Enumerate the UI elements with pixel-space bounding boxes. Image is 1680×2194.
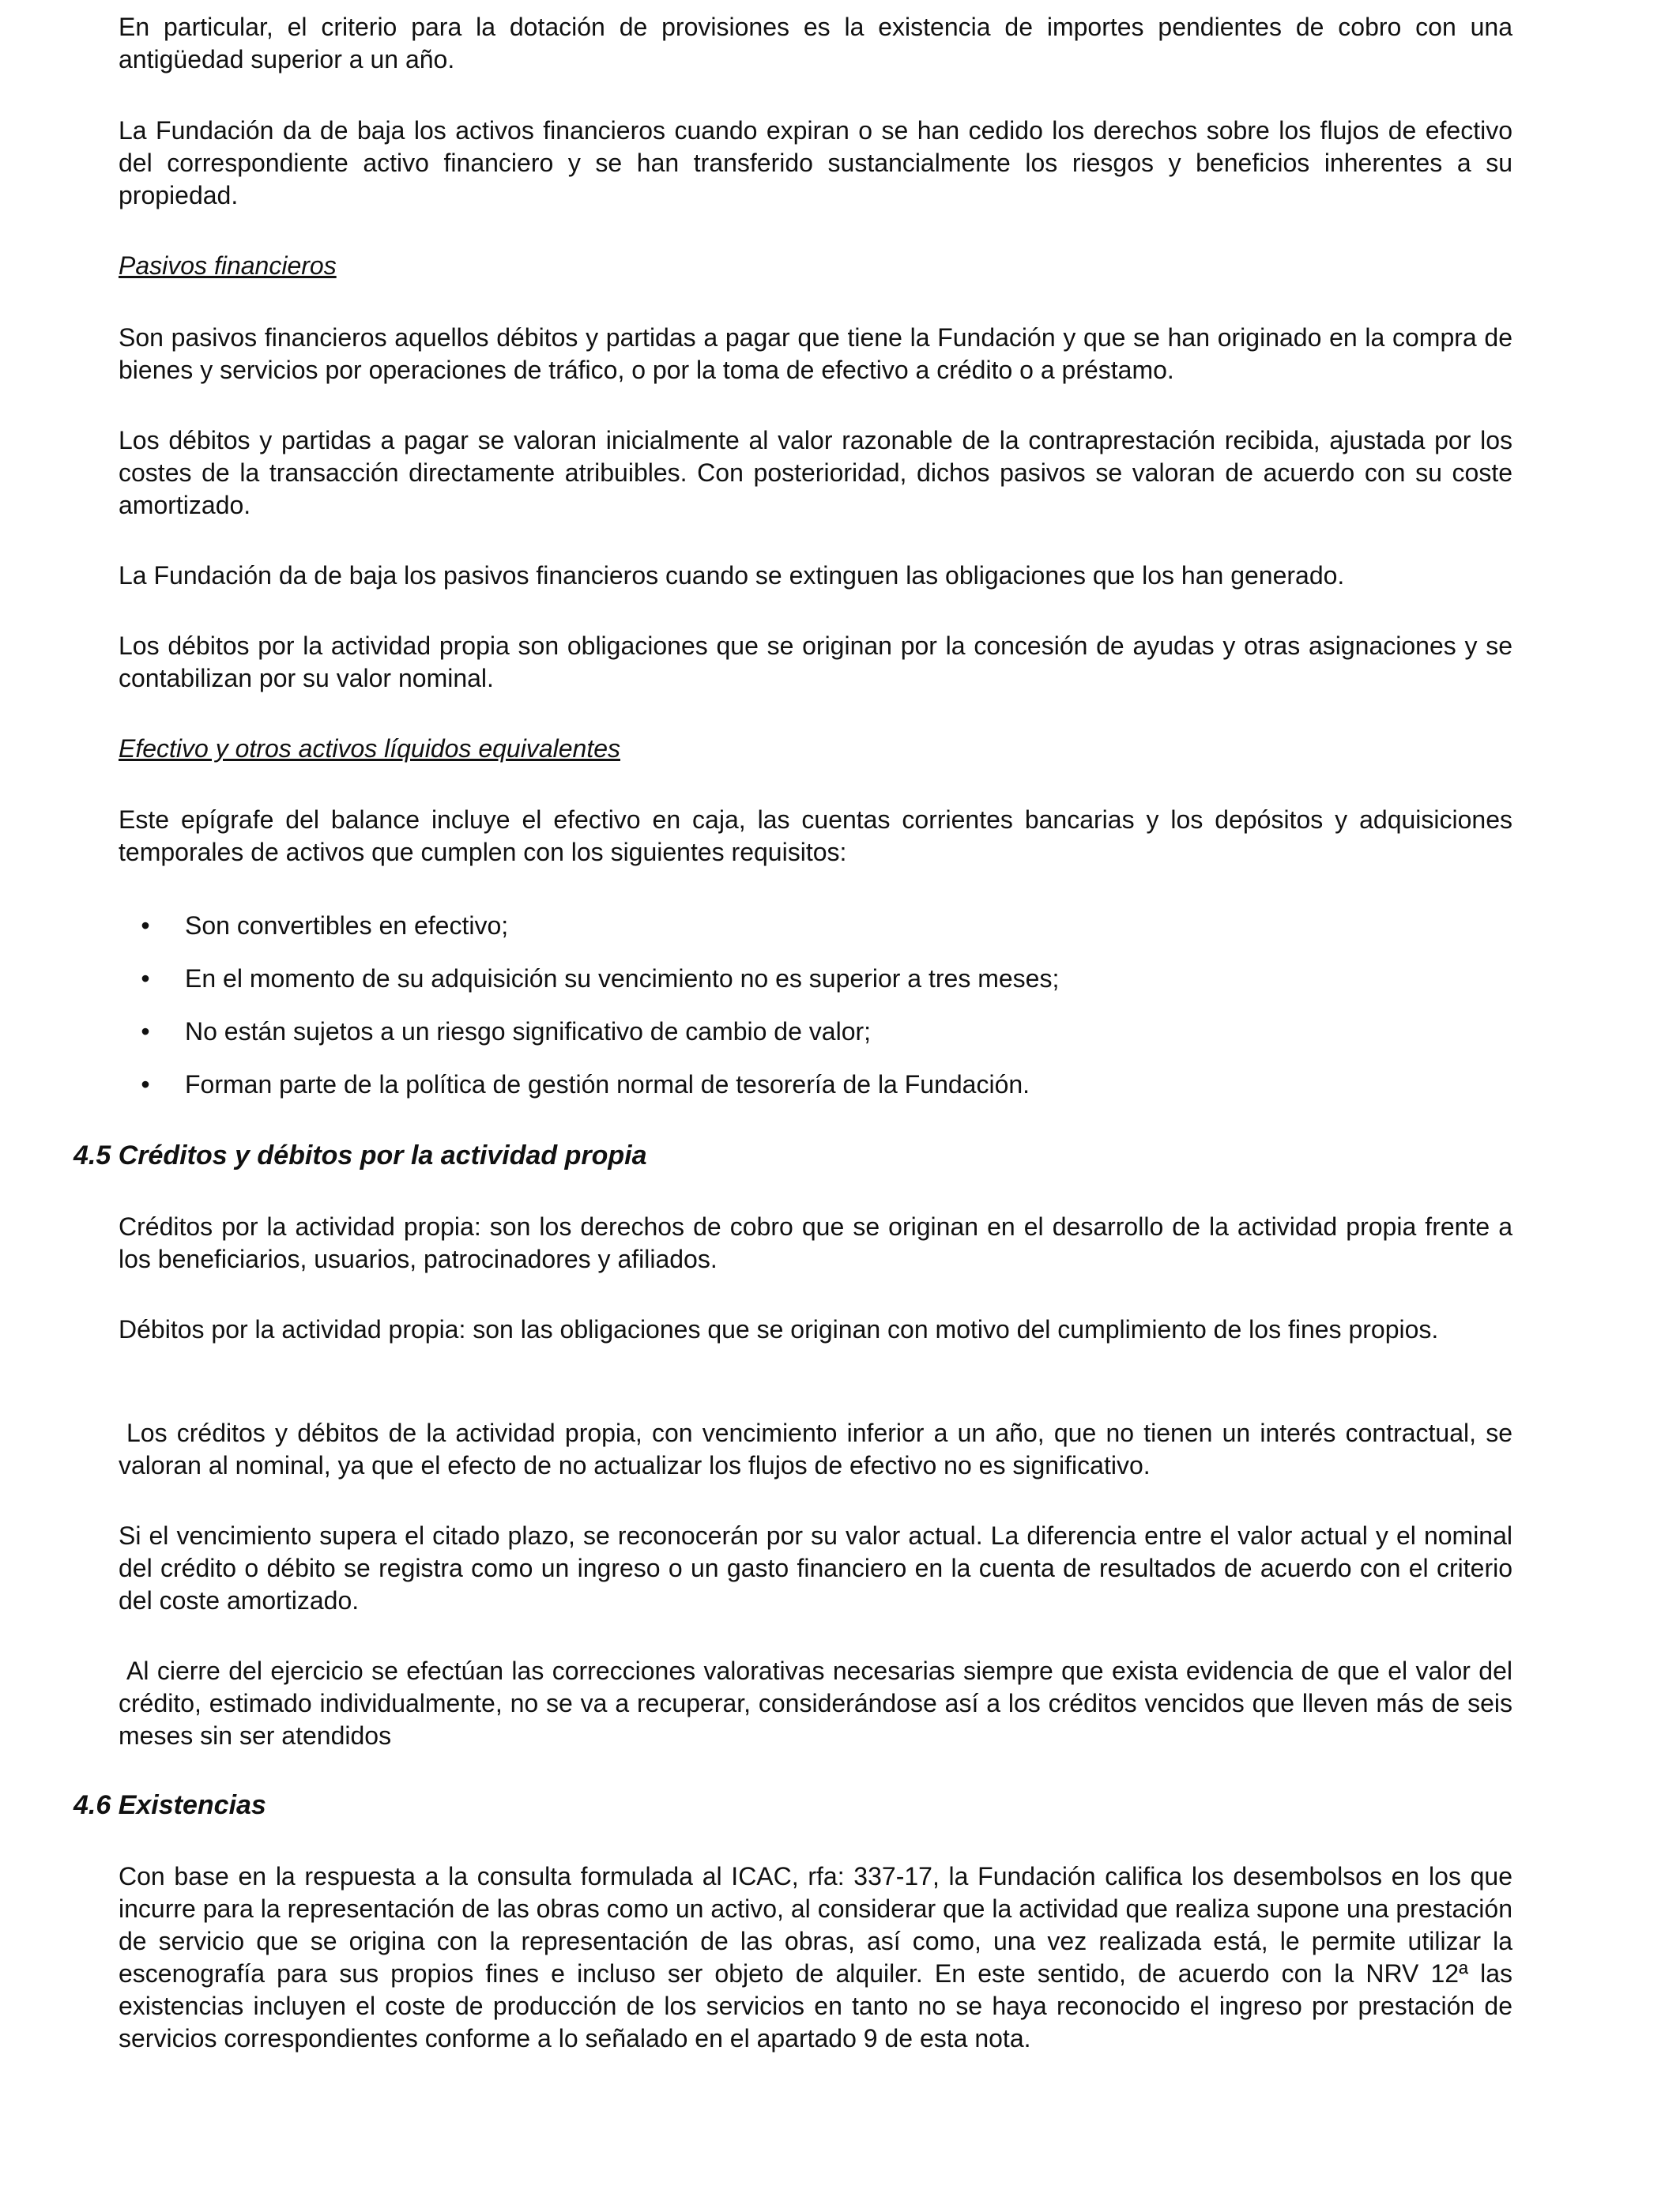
paragraph-definicion-pasivos: Son pasivos financieros aquellos débitos y partidas a pagar que tiene la Fundación y que se han originado en la compra de bienes y servicios por operaciones de tráfico, o por la toma de efectivo a crédito o a préstamo. — [119, 323, 1512, 384]
paragraph-valoracion-debitos: Los débitos y partidas a pagar se valoran inicialmente al valor razonable de la contraprestación recibida, ajustada por los costes de la transacción directamente atribuibles. Con posterioridad, dichos pasivos se valoran de acuerdo con su coste amortizado. — [119, 426, 1512, 519]
bullet-icon: • — [141, 964, 150, 993]
list-item-text: Son convertibles en efectivo; — [185, 911, 509, 940]
bullet-icon: • — [141, 1070, 150, 1099]
paragraph-vencimiento-inferior: Los créditos y débitos de la actividad propia, con vencimiento inferior a un año, que no tienen un interés contractual, se valoran al nominal, ya que el efecto de no actualizar los flujos de efectivo no es significativo. — [119, 1419, 1512, 1480]
list-item-text: No están sujetos a un riesgo significativo de cambio de valor; — [185, 1017, 872, 1046]
paragraph-debitos-actividad: Los débitos por la actividad propia son obligaciones que se originan por la concesión de ayudas y otras asignaciones y se contabilizan por su valor nominal. — [119, 631, 1512, 692]
paragraph-existencias: Con base en la respuesta a la consulta formulada al ICAC, rfa: 337-17, la Fundación califica los desembolsos en los que incurre para la representación de las obras como un activo, al considerar que la actividad que realiza supone una prestación de servicio que se origina con la representación de las obras, así como, una vez realizada está, le permite utilizar la escenografía para sus propios fines e incluso ser objeto de alquiler. En este sentido, de acuerdo con la NRV 12ª las existencias incluyen el coste de producción de los servicios en tanto no se haya reconocido el ingreso por prestación de servicios correspondientes conforme a lo señalado en el apartado 9 de esta nota. — [119, 1862, 1512, 2053]
section-heading-4-6: 4.6 Existencias — [73, 1790, 266, 1820]
subheading-efectivo: Efectivo y otros activos líquidos equivalentes — [119, 734, 620, 763]
paragraph-creditos-actividad: Créditos por la actividad propia: son los derechos de cobro que se originan en el desarrollo de la actividad propia frente a los beneficiarios, usuarios, patrocinadores y afiliados. — [119, 1212, 1512, 1273]
bullet-icon: • — [141, 1017, 150, 1046]
list-item-text: Forman parte de la política de gestión normal de tesorería de la Fundación. — [185, 1070, 1030, 1099]
paragraph-baja-pasivos: La Fundación da de baja los pasivos financieros cuando se extinguen las obligaciones que los han generado. — [119, 561, 1345, 590]
paragraph-debitos-definicion: Débitos por la actividad propia: son las obligaciones que se originan con motivo del cumplimiento de los fines propios. — [119, 1315, 1439, 1344]
paragraph-baja-activos: La Fundación da de baja los activos financieros cuando expiran o se han cedido los derechos sobre los flujos de efectivo del correspondiente activo financiero y se han transferido sustancialmente los riesgos y beneficios inherentes a su propiedad. — [119, 116, 1512, 209]
paragraph-epigrafe-balance: Este epígrafe del balance incluye el efectivo en caja, las cuentas corrientes bancarias y los depósitos y adquisiciones temporales de activos que cumplen con los siguientes requisitos: — [119, 805, 1512, 866]
paragraph-correcciones-valorativas: Al cierre del ejercicio se efectúan las correcciones valorativas necesarias siempre que exista evidencia de que el valor del crédito, estimado individualmente, no se va a recuperar, considerándose así a los créditos vencidos que lleven más de seis meses sin ser atendidos — [119, 1657, 1512, 1750]
paragraph-valor-actual: Si el vencimiento supera el citado plazo, se reconocerán por su valor actual. La diferencia entre el valor actual y el nominal del crédito o débito se registra como un ingreso o un gasto financiero en la cuenta de resultados de acuerdo con el criterio del coste amortizado. — [119, 1521, 1512, 1615]
section-heading-4-5: 4.5 Créditos y débitos por la actividad propia — [73, 1140, 647, 1171]
list-item-text: En el momento de su adquisición su vencimiento no es superior a tres meses; — [185, 964, 1060, 993]
subheading-pasivos-financieros: Pasivos financieros — [119, 251, 337, 280]
bullet-icon: • — [141, 911, 150, 940]
paragraph-provisiones: En particular, el criterio para la dotación de provisiones es la existencia de importes pendientes de cobro con una antigüedad superior a un año. — [119, 13, 1512, 74]
